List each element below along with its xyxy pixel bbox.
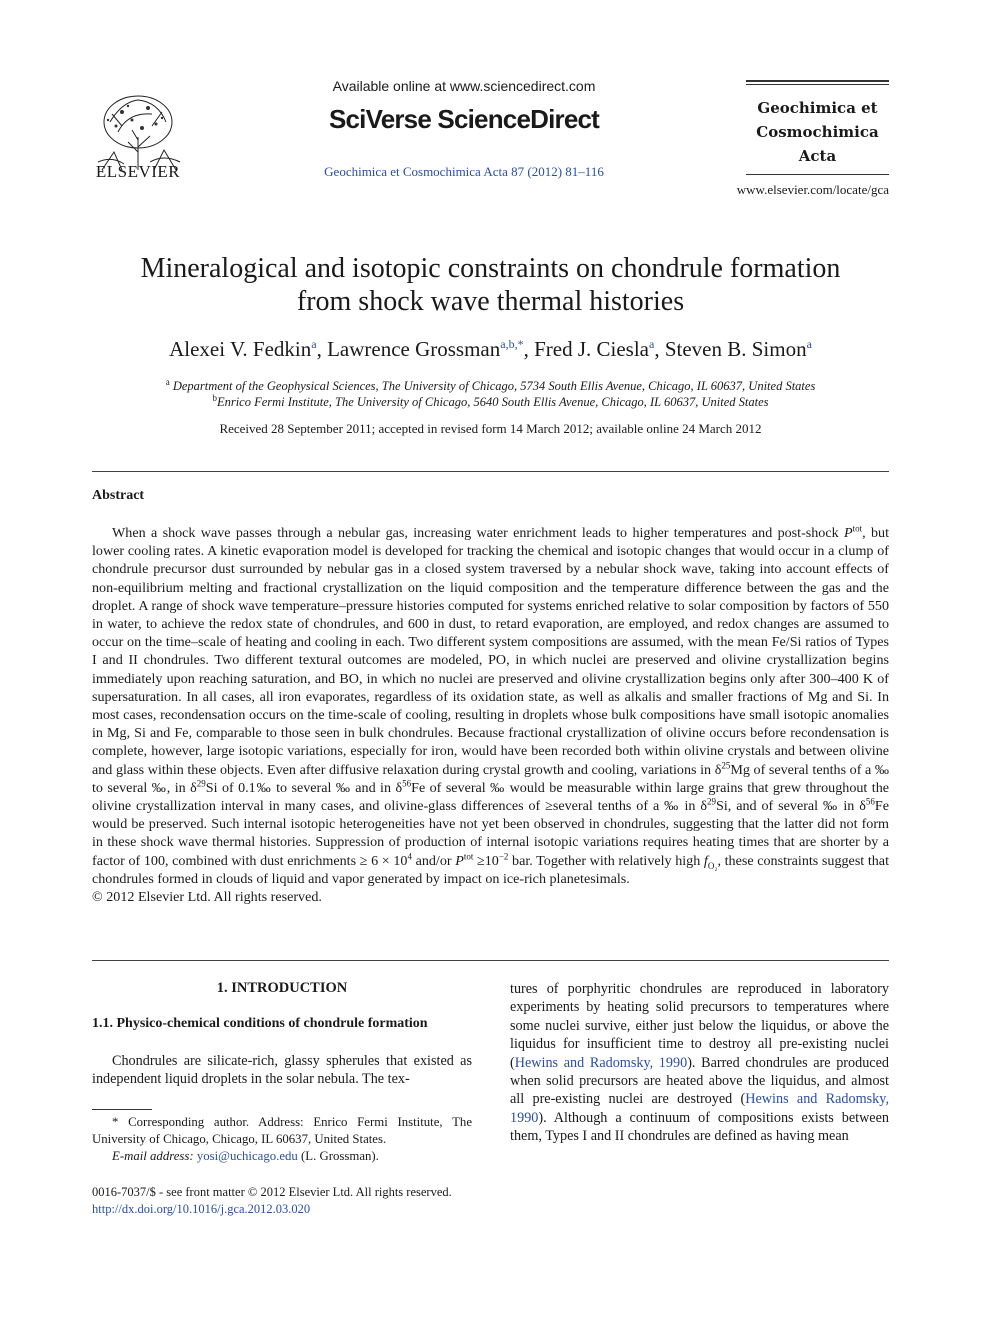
subsection-heading: 1.1. Physico-chemical conditions of chondrule formation <box>92 1016 428 1031</box>
author-separator: , <box>654 337 665 361</box>
journal-url[interactable]: www.elsevier.com/locate/gca <box>736 182 889 197</box>
author-name: Lawrence Grossman <box>327 337 501 361</box>
received-dates: Received 28 September 2011; accepted in revised form 14 March 2012; available online 24 March 2012 <box>219 421 762 436</box>
intro-right-column <box>510 980 889 1146</box>
journal-title <box>746 96 889 168</box>
section-heading: 1. INTRODUCTION <box>216 980 348 996</box>
journal-box-rule-top-thin <box>746 84 889 85</box>
author-affiliation-mark[interactable]: a <box>648 337 655 351</box>
journal-title-line: Cosmochimica <box>756 123 879 141</box>
author-name: Fred J. Ciesla <box>534 337 649 361</box>
email-link[interactable]: yosi@uchicago.edu <box>196 1149 298 1163</box>
author-affiliation-mark[interactable]: a <box>806 337 812 351</box>
abstract-heading: Abstract <box>92 488 145 503</box>
platform-logo: SciVerse ScienceDirect <box>328 104 600 134</box>
journal-title-line: Acta <box>798 147 837 165</box>
author-name: Alexei V. Fedkin <box>169 337 312 361</box>
intro-paragraph: tures of porphyritic chondrules are reproduced in laboratory experiments by heating solid precursors to temperatures where some nuclei survive, either just below the liquidus, or above the liquidus for insufficient time to destroy all pre-existing nuclei (Hewins and Radomsky, 1990). Barred chondrules are produced when solid precursors are heated above the liquidus, and almost all pre-existing nuclei are destroyed (Hewins and Radomsky, 1990). Although a continuum of compositions exists between them, Types I and II chondrules are defined as having mean <box>510 981 889 1145</box>
front-matter <box>92 1184 512 1218</box>
affiliation <box>92 377 889 394</box>
author-separator: , <box>316 337 328 361</box>
author-affiliation-mark[interactable]: a <box>311 337 317 351</box>
footnote-text: * Corresponding author. Address: Enrico Fermi Institute, The University of Chicago, Chicago, IL 60637, United States. <box>92 1115 472 1146</box>
affiliation <box>92 393 889 410</box>
intro-left-column <box>92 1052 472 1089</box>
abstract-paragraph: When a shock wave passes through a nebular gas, increasing water enrichment leads to higher temperatures and post-shock $P^{tot}$, but lower cooling rates. A kinetic evaporation model is developed for tracking the chemical and isotopic changes that would occur in a clump of chondrule precursor dust surrounded by nebular gas in a closed system traversed by a nebular shock wave, taking into account effects of non-equilibrium melting and fractional crystallization on the liquid composition and the temperature difference between the gas and the droplet. A range of shock wave temperature–pressure histories computed for systems enriched relative to solar composition by factors of 550 in water, to achieve the redox state of chondrules, and 600 in dust, to retard evaporation, are employed, and redox changes are assumed to occur on the time–scale of heating and cooling in each. Two different system compositions are assumed, with the mean Fe/Si ratios of Types I and II chondrules. Two different textural outcomes are modeled, PO, in which nuclei are preserved and olivine crystallization begins immediately upon reaching saturation, and BO, in which no nuclei are preserved and olivine crystallization begins only after 300–400 K of supersaturation. In all cases, all iron evaporates, regardless of its oxidation state, as well as alkalis and smaller fractions of Mg and Si. In most cases, recondensation occurs on the time-scale of cooling, resulting in droplets whose bulk compositions have small isotopic anomalies in Mg, Si and Fe, comparable to those seen in bulk chondrules. Because fractional crystallization of olivine occurs before recondensation is complete, however, large isotopic variations, especially for iron, would have been recorded both within olivine crystals and between olivine and glass within these objects. Even after diffusive relaxation during crystal growth and cooling, variations in $\delta^{25}Mg$ of several tenths of a ‰ to several ‰, in $\delta^{29}Si$ of 0.1‰ to several ‰ and in $\delta^{56}Fe$ of several ‰ would be measurable within large grains that grew throughout the olivine crystallization interval in many cases, and olivine-glass differences of ≥several tenths of a ‰ in $\delta^{29}Si$, and of several ‰ in $\delta^{56}Fe$ would be preserved. Such internal isotopic heterogeneities have not yet been observed in chondrules, suggesting that the latter did not form in these shock wave thermal histories. Suppression of production of internal isotopic variations requires heating times that are shorter by a factor of 100, combined with dust enrichments ≥ $6 \times 10^4$ and/or $P^{tot} \ge 10^{-2}$ bar. Together with relatively high $f_{O_2}$, these constraints suggest that chondrules formed in clouds of liquid and vapor generated by impact on ice-rich planetesimals. <box>92 523 889 887</box>
journal-box-rule-top <box>746 80 889 82</box>
corresponding-author-footnote <box>92 1114 472 1165</box>
title-line: Mineralogical and isotopic constraints on chondrule formation <box>140 253 841 284</box>
citation-link[interactable]: Hewins and Radomsky, 1990 <box>514 1054 688 1071</box>
affiliation-mark: b <box>212 393 217 403</box>
divider <box>92 471 889 472</box>
affiliation-mark: a <box>165 377 170 387</box>
email-line: E-mail address: yosi@uchicago.edu (L. Grossman). <box>112 1149 379 1163</box>
article-title <box>92 252 889 318</box>
publisher-logo-text: ELSEVIER <box>95 162 181 181</box>
citation-link[interactable]: Hewins and Radomsky, 1990 <box>510 1091 889 1126</box>
journal-box-rule-bottom <box>746 174 889 175</box>
affiliation-text: Department of the Geophysical Sciences, The University of Chicago, 5734 South Ellis Avenue, Chicago, IL 60637, United States <box>172 379 816 394</box>
intro-paragraph: Chondrules are silicate-rich, glassy spherules that existed as independent liquid droplets in the solar nebula. The tex- <box>92 1053 472 1088</box>
author-list <box>92 337 889 362</box>
divider <box>92 960 889 961</box>
journal-reference-link[interactable]: Geochimica et Cosmochimica Acta 87 (2012) 81–116 <box>324 164 604 179</box>
author-affiliation-mark[interactable]: a,b,* <box>500 337 524 351</box>
copyright: © 2012 Elsevier Ltd. All rights reserved. <box>92 889 322 906</box>
footnote-rule <box>92 1109 152 1110</box>
journal-title-line: Geochimica et <box>757 99 878 117</box>
doi-link[interactable]: http://dx.doi.org/10.1016/j.gca.2012.03.020 <box>92 1202 311 1216</box>
title-line: from shock wave thermal histories <box>296 286 685 317</box>
author-name: Steven B. Simon <box>664 337 807 361</box>
issn-line: 0016-7037/$ - see front matter © 2012 Elsevier Ltd. All rights reserved. <box>92 1185 452 1199</box>
available-online: Available online at www.sciencedirect.com <box>332 78 596 94</box>
author-separator: , <box>523 337 535 361</box>
abstract-body <box>92 524 889 906</box>
affiliation-text: Enrico Fermi Institute, The University of Chicago, 5640 South Ellis Avenue, Chicago, IL 60637, United States <box>216 395 769 410</box>
